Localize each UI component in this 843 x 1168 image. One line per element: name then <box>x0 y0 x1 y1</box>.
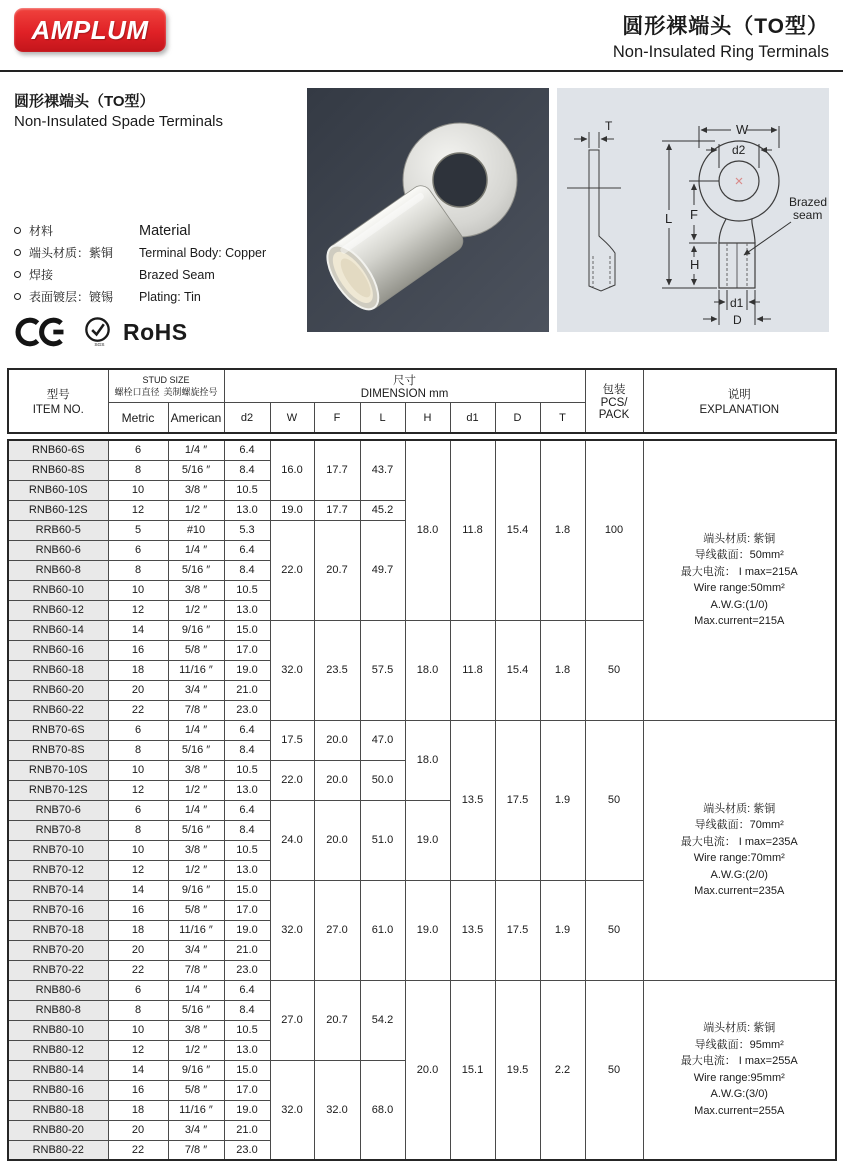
ce-mark-icon <box>14 315 72 349</box>
metric-cell: 8 <box>108 1000 168 1020</box>
d2-cell: 10.5 <box>224 480 270 500</box>
h-cell: 19.0 <box>405 880 450 980</box>
metric-cell: 16 <box>108 900 168 920</box>
american-cell: 7/8 ″ <box>168 960 224 980</box>
item-no-cell: RNB70-10 <box>8 840 108 860</box>
american-cell: 3/4 ″ <box>168 1120 224 1140</box>
item-no-cell: RNB80-6 <box>8 980 108 1000</box>
f-cell: 20.0 <box>314 760 360 800</box>
d1-cell: 13.5 <box>450 880 495 980</box>
metric-cell: 20 <box>108 680 168 700</box>
explanation-cell: 端头材质: 紫铜 导线截面：50mm² 最大电流： I max=215A Wire range:50mm² A.W.G:(1/0) Max.current=215A <box>643 440 836 720</box>
bullet-icon <box>14 249 21 256</box>
material-zh: 表面镀层：镀锡 <box>29 290 114 304</box>
svg-text:D: D <box>733 313 742 327</box>
t-cell: 1.9 <box>540 720 585 880</box>
f-cell: 32.0 <box>314 1060 360 1160</box>
spec-table-body <box>7 439 837 1161</box>
d2-cell: 8.4 <box>224 460 270 480</box>
material-en: Plating: Tin <box>139 289 201 304</box>
item-no-cell: RNB80-16 <box>8 1080 108 1100</box>
explanation-cell: 端头材质: 紫铜 导线截面：95mm² 最大电流： I max=255A Wire range:95mm² A.W.G:(3/0) Max.current=255A <box>643 980 836 1160</box>
d2-cell: 19.0 <box>224 920 270 940</box>
item-no-cell: RNB80-18 <box>8 1100 108 1120</box>
col-header-american: American <box>168 403 224 434</box>
bullet-icon <box>14 227 21 234</box>
page-titles <box>613 8 829 62</box>
item-no-cell: RNB70-16 <box>8 900 108 920</box>
page-title-zh: 圆形裸端头（TO型） <box>622 15 829 38</box>
d1-cell: 13.5 <box>450 720 495 880</box>
metric-cell: 8 <box>108 560 168 580</box>
d2-cell: 10.5 <box>224 580 270 600</box>
pcs-cell: 50 <box>585 620 643 720</box>
metric-cell: 6 <box>108 800 168 820</box>
w-cell: 27.0 <box>270 980 314 1060</box>
american-cell: 11/16 ″ <box>168 920 224 940</box>
metric-cell: 10 <box>108 480 168 500</box>
svg-text:F: F <box>690 207 698 222</box>
d2-cell: 17.0 <box>224 640 270 660</box>
page-title-en: Non-Insulated Ring Terminals <box>612 43 829 61</box>
spec-row <box>8 720 836 740</box>
metric-cell: 22 <box>108 700 168 720</box>
metric-cell: 14 <box>108 620 168 640</box>
material-item <box>14 288 299 305</box>
item-no-cell: RNB80-20 <box>8 1120 108 1140</box>
metric-cell: 12 <box>108 780 168 800</box>
rohs-mark: RoHS <box>123 318 188 345</box>
svg-text:d1: d1 <box>730 296 744 310</box>
material-zh: 材料 <box>29 224 54 238</box>
d2-cell: 23.0 <box>224 700 270 720</box>
l-cell: 45.2 <box>360 500 405 520</box>
section-heading-en: Non-Insulated Spade Terminals <box>14 113 224 130</box>
d1-cell: 11.8 <box>450 620 495 720</box>
item-no-cell: RNB80-10 <box>8 1020 108 1040</box>
dimension-diagram <box>557 88 829 332</box>
col-header-w: W <box>270 403 314 434</box>
item-no-cell: RNB70-6S <box>8 720 108 740</box>
item-no-cell: RNB60-10 <box>8 580 108 600</box>
item-no-cell: RNB70-8 <box>8 820 108 840</box>
item-no-cell: RNB70-22 <box>8 960 108 980</box>
explanation-cell: 端头材质: 紫铜 导线截面：70mm² 最大电流： I max=235A Wire range:70mm² A.W.G:(2/0) Max.current=235A <box>643 720 836 980</box>
d2-cell: 8.4 <box>224 1000 270 1020</box>
f-cell: 20.0 <box>314 720 360 760</box>
metric-cell: 22 <box>108 1140 168 1160</box>
w-cell: 24.0 <box>270 800 314 880</box>
american-cell: 1/2 ″ <box>168 780 224 800</box>
american-cell: 7/8 ″ <box>168 700 224 720</box>
t-cell: 2.2 <box>540 980 585 1160</box>
american-cell: 5/8 ″ <box>168 640 224 660</box>
certification-marks <box>14 315 299 349</box>
american-cell: 3/8 ″ <box>168 480 224 500</box>
d2-cell: 6.4 <box>224 540 270 560</box>
metric-cell: 12 <box>108 500 168 520</box>
col-header-l: L <box>360 403 405 434</box>
material-item <box>14 266 299 283</box>
w-cell: 22.0 <box>270 760 314 800</box>
d2-cell: 17.0 <box>224 900 270 920</box>
f-cell: 23.5 <box>314 620 360 720</box>
d2-cell: 19.0 <box>224 660 270 680</box>
metric-cell: 18 <box>108 660 168 680</box>
metric-cell: 12 <box>108 860 168 880</box>
col-header-dimension: 尺寸 DIMENSION mm <box>224 369 585 403</box>
bullet-icon <box>14 293 21 300</box>
item-no-cell: RNB70-12 <box>8 860 108 880</box>
item-no-cell: RNB70-8S <box>8 740 108 760</box>
col-header-f: F <box>314 403 360 434</box>
w-cell: 19.0 <box>270 500 314 520</box>
d2-cell: 21.0 <box>224 1120 270 1140</box>
d2-cell: 21.0 <box>224 940 270 960</box>
d2-cell: 15.0 <box>224 1060 270 1080</box>
metric-cell: 8 <box>108 740 168 760</box>
american-cell: 5/8 ″ <box>168 900 224 920</box>
col-header-item: 型号 ITEM NO. <box>8 369 108 433</box>
col-header-d1: d1 <box>450 403 495 434</box>
d2-cell: 15.0 <box>224 620 270 640</box>
svg-text:H: H <box>690 257 700 272</box>
item-no-cell: RNB80-12 <box>8 1040 108 1060</box>
w-cell: 32.0 <box>270 1060 314 1160</box>
col-header-h: H <box>405 403 450 434</box>
d2-cell: 10.5 <box>224 1020 270 1040</box>
american-cell: 3/8 ″ <box>168 1020 224 1040</box>
d2-cell: 13.0 <box>224 860 270 880</box>
item-no-cell: RNB60-6S <box>8 440 108 460</box>
item-no-cell: RNB60-20 <box>8 680 108 700</box>
d1-cell: 11.8 <box>450 440 495 620</box>
svg-text:seam: seam <box>793 208 823 222</box>
d2-cell: 8.4 <box>224 820 270 840</box>
american-cell: 5/16 ″ <box>168 740 224 760</box>
material-en: Brazed Seam <box>139 267 215 282</box>
pcs-cell: 50 <box>585 980 643 1160</box>
d2-cell: 6.4 <box>224 440 270 460</box>
american-cell: 1/4 ″ <box>168 720 224 740</box>
metric-cell: 10 <box>108 760 168 780</box>
svg-text:SGS: SGS <box>94 343 105 349</box>
item-no-cell: RNB60-18 <box>8 660 108 680</box>
l-cell: 50.0 <box>360 760 405 800</box>
f-cell: 20.0 <box>314 800 360 880</box>
t-cell: 1.8 <box>540 440 585 620</box>
d2-cell: 23.0 <box>224 960 270 980</box>
metric-cell: 18 <box>108 920 168 940</box>
item-no-cell: RNB60-6 <box>8 540 108 560</box>
t-cell: 1.8 <box>540 620 585 720</box>
svg-text:W: W <box>736 122 749 137</box>
metric-cell: 6 <box>108 980 168 1000</box>
f-cell: 20.7 <box>314 520 360 620</box>
item-no-cell: RNB60-8 <box>8 560 108 580</box>
american-cell: 1/4 ″ <box>168 980 224 1000</box>
american-cell: 3/4 ″ <box>168 940 224 960</box>
item-no-cell: RNB70-18 <box>8 920 108 940</box>
item-no-cell: RRB60-5 <box>8 520 108 540</box>
d2-cell: 8.4 <box>224 560 270 580</box>
col-header-pack: 包装 PCS/ PACK <box>585 369 643 433</box>
item-no-cell: RNB80-22 <box>8 1140 108 1160</box>
w-cell: 32.0 <box>270 880 314 980</box>
l-cell: 47.0 <box>360 720 405 760</box>
american-cell: 5/16 ″ <box>168 560 224 580</box>
american-cell: 1/4 ″ <box>168 800 224 820</box>
item-no-cell: RNB60-10S <box>8 480 108 500</box>
metric-cell: 16 <box>108 640 168 660</box>
l-cell: 68.0 <box>360 1060 405 1160</box>
american-cell: 1/2 ″ <box>168 600 224 620</box>
d2-cell: 10.5 <box>224 760 270 780</box>
american-cell: 1/4 ″ <box>168 440 224 460</box>
american-cell: 3/8 ″ <box>168 840 224 860</box>
h-cell: 18.0 <box>405 720 450 800</box>
intro-text-block <box>14 88 299 349</box>
materials-list <box>14 222 299 305</box>
american-cell: 3/8 ″ <box>168 580 224 600</box>
material-en: Material <box>139 222 191 239</box>
d2-cell: 8.4 <box>224 740 270 760</box>
l-cell: 61.0 <box>360 880 405 980</box>
d2-cell: 19.0 <box>224 1100 270 1120</box>
d1-cell: 15.1 <box>450 980 495 1160</box>
item-no-cell: RNB60-14 <box>8 620 108 640</box>
pcs-cell: 50 <box>585 720 643 880</box>
pcs-cell: 100 <box>585 440 643 620</box>
american-cell: 5/16 ″ <box>168 1000 224 1020</box>
d2-cell: 6.4 <box>224 800 270 820</box>
h-cell: 18.0 <box>405 620 450 720</box>
item-no-cell: RNB60-8S <box>8 460 108 480</box>
metric-cell: 14 <box>108 1060 168 1080</box>
metric-cell: 10 <box>108 1020 168 1040</box>
col-header-metric: Metric <box>108 403 168 434</box>
item-no-cell: RNB70-10S <box>8 760 108 780</box>
item-no-cell: RNB60-16 <box>8 640 108 660</box>
col-header-explanation: 说明 EXPLANATION <box>643 369 836 433</box>
l-cell: 57.5 <box>360 620 405 720</box>
american-cell: 9/16 ″ <box>168 880 224 900</box>
american-cell: 3/4 ″ <box>168 680 224 700</box>
svg-text:Brazed: Brazed <box>789 195 828 209</box>
item-no-cell: RNB80-8 <box>8 1000 108 1020</box>
d2-cell: 23.0 <box>224 1140 270 1160</box>
american-cell: 1/4 ″ <box>168 540 224 560</box>
d2-cell: 13.0 <box>224 500 270 520</box>
item-no-cell: RNB70-20 <box>8 940 108 960</box>
d-cell: 17.5 <box>495 720 540 880</box>
f-cell: 27.0 <box>314 880 360 980</box>
spec-row <box>8 440 836 460</box>
l-cell: 49.7 <box>360 520 405 620</box>
d2-cell: 17.0 <box>224 1080 270 1100</box>
col-header-t: T <box>540 403 585 434</box>
american-cell: 5/8 ″ <box>168 1080 224 1100</box>
metric-cell: 5 <box>108 520 168 540</box>
d2-cell: 13.0 <box>224 1040 270 1060</box>
metric-cell: 10 <box>108 580 168 600</box>
w-cell: 32.0 <box>270 620 314 720</box>
metric-cell: 10 <box>108 840 168 860</box>
d-cell: 15.4 <box>495 620 540 720</box>
item-no-cell: RNB60-22 <box>8 700 108 720</box>
item-no-cell: RNB70-6 <box>8 800 108 820</box>
material-zh: 焊接 <box>29 268 54 282</box>
w-cell: 22.0 <box>270 520 314 620</box>
metric-cell: 18 <box>108 1100 168 1120</box>
metric-cell: 6 <box>108 540 168 560</box>
american-cell: 5/16 ″ <box>168 820 224 840</box>
metric-cell: 16 <box>108 1080 168 1100</box>
bullet-icon <box>14 271 21 278</box>
d-cell: 17.5 <box>495 880 540 980</box>
w-cell: 16.0 <box>270 440 314 500</box>
american-cell: 9/16 ″ <box>168 1060 224 1080</box>
d2-cell: 10.5 <box>224 840 270 860</box>
svg-text:d2: d2 <box>732 143 746 157</box>
l-cell: 54.2 <box>360 980 405 1060</box>
pcs-cell: 50 <box>585 880 643 980</box>
d-cell: 19.5 <box>495 980 540 1160</box>
material-item <box>14 222 299 239</box>
col-header-stud-size: STUD SIZE 螺栓口直径 美制螺旋拴号 <box>108 369 224 403</box>
d-cell: 15.4 <box>495 440 540 620</box>
metric-cell: 8 <box>108 820 168 840</box>
w-cell: 17.5 <box>270 720 314 760</box>
l-cell: 43.7 <box>360 440 405 500</box>
metric-cell: 6 <box>108 440 168 460</box>
spec-table <box>7 368 836 1161</box>
d2-cell: 5.3 <box>224 520 270 540</box>
section-heading-zh: 圆形裸端头（TO型） <box>14 93 155 110</box>
american-cell: 1/2 ″ <box>168 500 224 520</box>
metric-cell: 20 <box>108 940 168 960</box>
metric-cell: 22 <box>108 960 168 980</box>
american-cell: 3/8 ″ <box>168 760 224 780</box>
intro-section <box>0 72 843 349</box>
item-no-cell: RNB80-14 <box>8 1060 108 1080</box>
metric-cell: 8 <box>108 460 168 480</box>
american-cell: 11/16 ″ <box>168 660 224 680</box>
col-header-d: D <box>495 403 540 434</box>
l-cell: 51.0 <box>360 800 405 880</box>
t-cell: 1.9 <box>540 880 585 980</box>
spec-table-header <box>7 368 837 434</box>
d2-cell: 13.0 <box>224 780 270 800</box>
american-cell: 7/8 ″ <box>168 1140 224 1160</box>
american-cell: 1/2 ″ <box>168 860 224 880</box>
h-cell: 18.0 <box>405 440 450 620</box>
svg-text:L: L <box>665 211 673 226</box>
american-cell: 9/16 ″ <box>168 620 224 640</box>
col-header-d2: d2 <box>224 403 270 434</box>
material-en: Terminal Body: Copper <box>139 245 267 260</box>
f-cell: 17.7 <box>314 440 360 500</box>
d2-cell: 6.4 <box>224 720 270 740</box>
page-header <box>0 0 843 70</box>
metric-cell: 20 <box>108 1120 168 1140</box>
spec-row <box>8 980 836 1000</box>
item-no-cell: RNB60-12S <box>8 500 108 520</box>
american-cell: 1/2 ″ <box>168 1040 224 1060</box>
svg-text:T: T <box>605 119 613 133</box>
american-cell: 5/16 ″ <box>168 460 224 480</box>
amplum-logo <box>14 8 166 52</box>
item-no-cell: RNB70-12S <box>8 780 108 800</box>
d2-cell: 15.0 <box>224 880 270 900</box>
d2-cell: 21.0 <box>224 680 270 700</box>
f-cell: 17.7 <box>314 500 360 520</box>
american-cell: #10 <box>168 520 224 540</box>
metric-cell: 14 <box>108 880 168 900</box>
cert-circle-icon <box>81 315 114 349</box>
amplum-logo-text: AMPLUM <box>31 14 149 45</box>
product-photo <box>307 88 549 332</box>
metric-cell: 12 <box>108 600 168 620</box>
material-item <box>14 244 299 261</box>
item-no-cell: RNB60-12 <box>8 600 108 620</box>
d2-cell: 13.0 <box>224 600 270 620</box>
american-cell: 11/16 ″ <box>168 1100 224 1120</box>
d2-cell: 6.4 <box>224 980 270 1000</box>
h-cell: 19.0 <box>405 800 450 880</box>
h-cell: 20.0 <box>405 980 450 1160</box>
item-no-cell: RNB70-14 <box>8 880 108 900</box>
metric-cell: 12 <box>108 1040 168 1060</box>
f-cell: 20.7 <box>314 980 360 1060</box>
material-zh: 端头材质：紫铜 <box>29 246 114 260</box>
metric-cell: 6 <box>108 720 168 740</box>
